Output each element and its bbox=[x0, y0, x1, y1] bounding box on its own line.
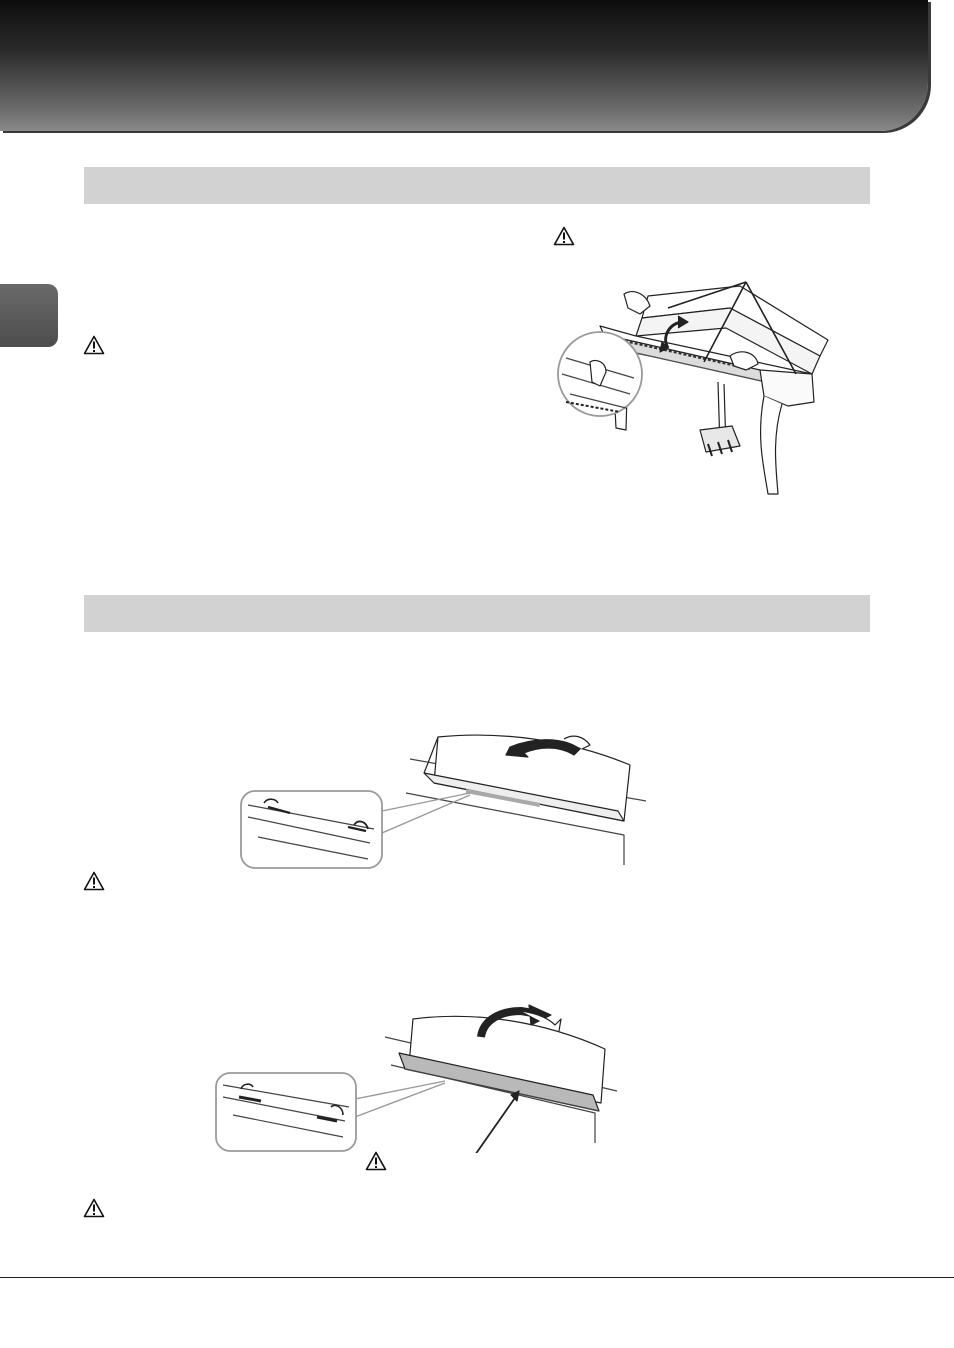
warning-triangle-icon bbox=[83, 871, 105, 891]
section-bar-keyboard-cover bbox=[84, 167, 870, 204]
footer-rule bbox=[0, 1277, 954, 1278]
piano-key-cover-illustration bbox=[550, 278, 840, 500]
warning-triangle-icon bbox=[553, 226, 575, 246]
warning-triangle-icon bbox=[83, 1198, 105, 1218]
music-rest-raise-illustration bbox=[238, 725, 648, 870]
music-rest-fold-illustration bbox=[213, 1003, 619, 1153]
warning-triangle-icon bbox=[365, 1151, 387, 1171]
chapter-header-band bbox=[0, 0, 928, 131]
section-bar-music-rest bbox=[84, 595, 870, 632]
warning-triangle-icon bbox=[83, 335, 105, 355]
side-chapter-tab bbox=[0, 284, 58, 347]
